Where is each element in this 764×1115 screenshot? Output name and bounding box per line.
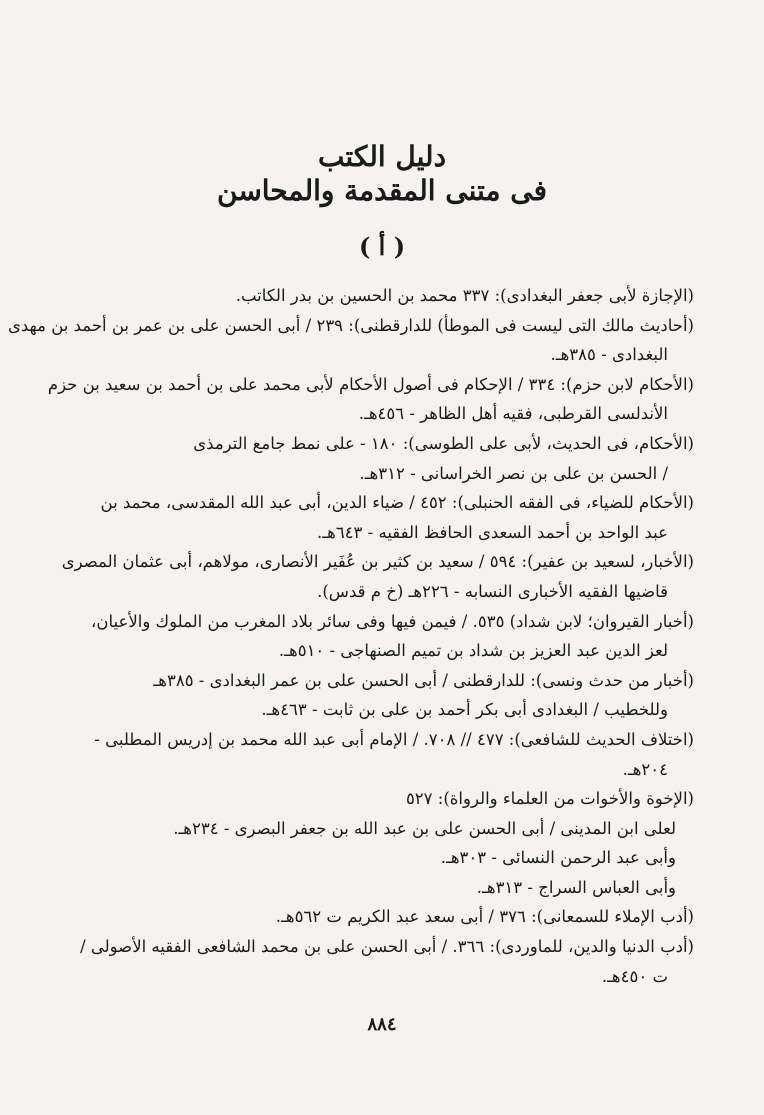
entry-sub-line: وأبى العباس السراج - ٣١٣هـ.: [476, 877, 676, 897]
entry-line: (أدب الإملاء للسمعانى): ٣٧٦ / أبى سعد عبد الكريم ت ٥٦٢هـ.: [275, 907, 694, 927]
entry-continuation: البغدادى - ٣٨٥هـ.: [550, 345, 668, 365]
entry-sub-line: وأبى عبد الرحمن النسائى - ٣٠٣هـ.: [440, 848, 676, 868]
entry-line: (أحاديث مالك التى ليست فى الموطأ) للدارقطنى): ٢٣٩ / أبى الحسن على بن عمر بن أحمد بن مهدى: [7, 315, 694, 335]
entry-continuation: ٢٠٤هـ.: [622, 759, 668, 779]
entry-line: (الأحكام للضياء، فى الفقه الحنبلى): ٤٥٢ / ضياء الدين، أبى عبد الله المقدسى، محمد بن: [100, 493, 694, 513]
entry-continuation: الأندلسى القرطبى، فقيه أهل الظاهر - ٤٥٦هـ.: [358, 404, 668, 424]
entry-line: (أدب الدنيا والدين، للماوردى): ٣٦٦. / أبى الحسن على بن محمد الشافعى الفقيه الأصولى /: [80, 937, 694, 957]
entry-continuation: / الحسن بن على بن نصر الخراسانى - ٣١٢هـ.: [359, 463, 668, 483]
index-entries: [7, 281, 694, 991]
entry-continuation: ت ٤٥٠هـ.: [601, 966, 668, 986]
section-letter: ( أ ): [358, 232, 406, 261]
entry-line: (اختلاف الحديث للشافعى): ٤٧٧ // ٧٠٨. / الإمام أبى عبد الله محمد بن إدريس المطلبى -: [94, 729, 694, 749]
page-subtitle: فى متنى المقدمة والمحاسن: [217, 174, 547, 207]
page-title: دليل الكتب: [317, 140, 447, 173]
entry-continuation: قاضيها الفقيه الأخبارى النسابه - ٢٢٦هـ (خ م قدس).: [317, 581, 668, 601]
entry-line: (أخبار القيروان؛ لابن شداد) ٥٣٥. / فيمن فيها وفى سائر بلاد المغرب من الملوك والأعيان،: [91, 611, 694, 631]
entry-line: (الأحكام، فى الحديث، لأبى على الطوسى): ١٨٠ - على نمط جامع الترمذى: [193, 433, 694, 453]
entry-line: (الإخوة والأخوات من العلماء والرواة): ٥٢٧: [405, 789, 694, 809]
entry-line: (الإجازة لأبى جعفر البغدادى): ٣٣٧ محمد بن الحسين بن بدر الكاتب.: [235, 286, 694, 305]
entry-line: (الأخبار، لسعيد بن عفير): ٥٩٤ / سعيد بن كثير بن عُفَير الأنصارى، مولاهم، أبى عثمان المصرى: [61, 552, 694, 572]
entry-line: (أخبار من حدث ونسى): للدارقطنى / أبى الحسن على بن عمر البغدادى - ٣٨٥هـ: [153, 670, 694, 690]
entry-line: (الأحكام لابن حزم): ٣٣٤ / الإحكام فى أصول الأحكام لأبى محمد على بن أحمد بن سعيد بن حزم: [47, 374, 694, 394]
entry-continuation: عبد الواحد بن أحمد السعدى الحافظ الفقيه - ٦٤٣هـ.: [317, 522, 668, 542]
entry-continuation: لعز الدين عبد العزيز بن شداد بن تميم الصنهاجى - ٥١٠هـ.: [278, 641, 668, 661]
entry-continuation: وللخطيب / البغدادى أبى بكر أحمد بن على بن ثابت - ٤٦٣هـ.: [261, 700, 668, 720]
page-number: ٨٨٤: [367, 1014, 397, 1035]
entry-sub-line: لعلى ابن المدينى / أبى الحسن على بن عبد الله بن جعفر البصرى - ٢٣٤هـ.: [173, 818, 676, 838]
